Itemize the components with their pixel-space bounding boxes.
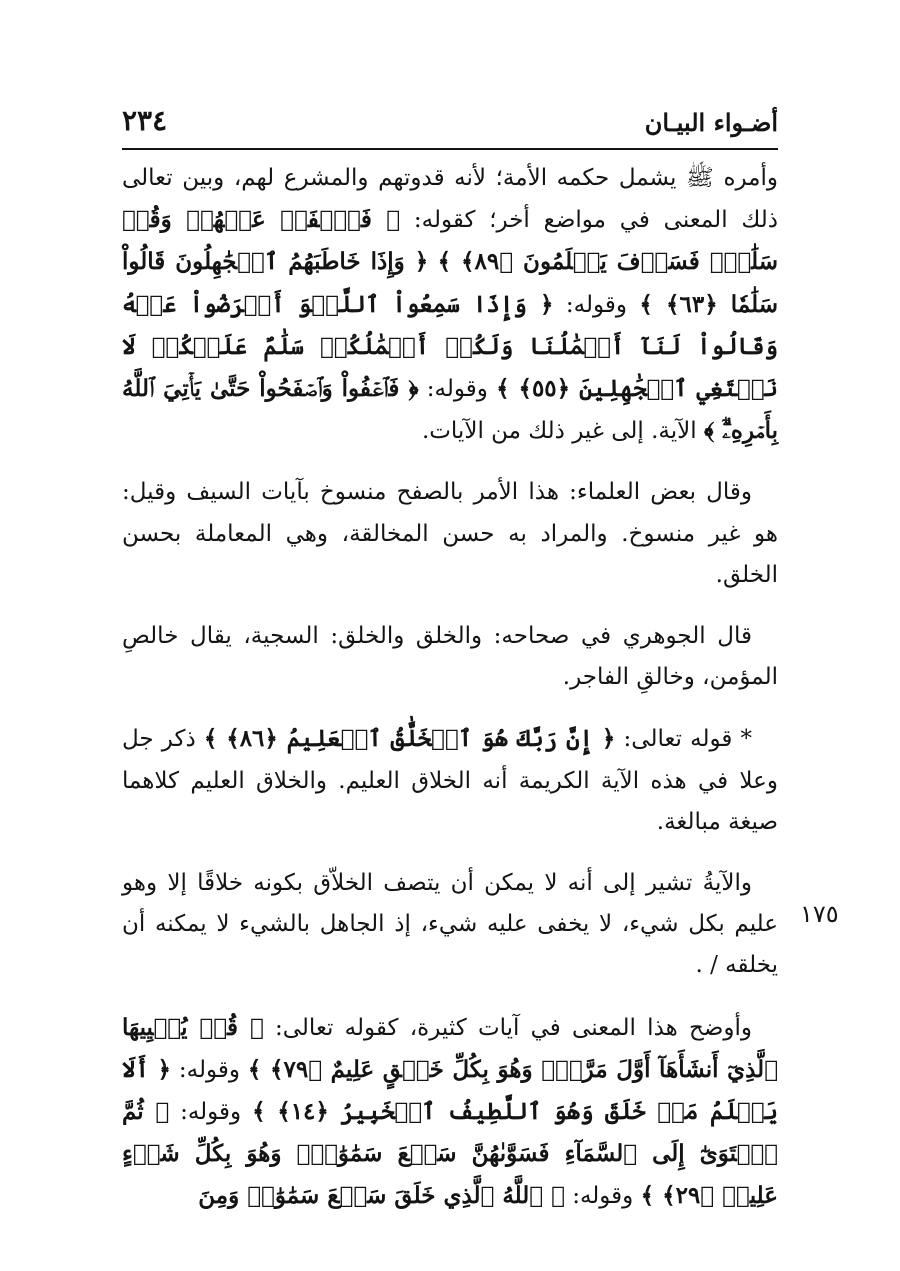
header-rule	[122, 148, 778, 150]
quran-verse: ﴿ أَلَا يَعۡلَمُ مَنۡ خَلَقَ وَهُوَ ٱللَّطِيفُ ٱلۡخَبِيرُ ﴿١٤﴾ ﴾	[122, 1055, 778, 1126]
quran-verse: ﴿ إِنَّ رَبَّكَ هُوَ ٱلۡخَلَّٰقُ ٱلۡعَلِيمُ ﴿٨٦﴾ ﴾	[203, 725, 616, 753]
paragraph-text: ذكر جل وعلا في هذه الآية الكريمة أنه الخلاق العليم. والخلاق العليم كلاهما صيغة مبالغة.	[122, 726, 778, 835]
quran-verse: ﴿ ثُمَّ ٱسۡتَوَىٰٓ إِلَى ٱلسَّمَآءِ فَسَوَّىٰهُنَّ سَبۡعَ سَمَٰوَٰتٖۚ وَهُوَ بِكُلِّ شَيۡءٍ عَلِيمٞ ﴿٢٩﴾ ﴾	[122, 1098, 778, 1210]
paragraph-text: والآيةُ تشير إلى أنه لا يمكن أن يتصف الخلاّق بكونه خلاقًا إلا وهو عليم بكل شيء، لا يخفى عليه شيء، إذ الجاهل بالشيء لا يمكنه أن يخلقه / .	[122, 870, 778, 979]
quran-verse: ﴿ قُلۡ يُحۡيِيهَا ٱلَّذِيٓ أَنشَأَهَآ أَوَّلَ مَرَّةٖۖ وَهُوَ بِكُلِّ خَلۡقٍ عَلِيمٌ ﴿٧٩﴾ ﴾	[122, 1013, 778, 1083]
margin-page-number: ١٧٥	[800, 900, 839, 928]
body-text	[122, 158, 778, 1238]
paragraph-text: وقوله:	[553, 291, 640, 318]
paragraph-text: * قوله تعالى:	[615, 726, 752, 753]
paragraph	[122, 158, 778, 452]
paragraph	[122, 472, 778, 596]
paragraph-text: وقال بعض العلماء: هذا الأمر بالصفح منسوخ بآيات السيف وقيل: هو غير منسوخ. والمراد به حسن المخالقة، وهي المعاملة بحسن الخلق.	[122, 479, 778, 588]
paragraph-text: وأمره ﷺ يشمل حكمه الأمة؛ لأنه قدوتهم والمشرع لهم، وبين تعالى ذلك المعنى في مواضع أخر؛ كقوله:	[122, 165, 778, 234]
paragraph-text: وقوله:	[564, 1183, 641, 1210]
quran-verse: ﴿ وَإِذَا خَاطَبَهُمُ ٱلۡجَٰهِلُونَ قَالُواْ سَلَٰمٗا ﴿٦٣﴾ ﴾	[122, 248, 778, 318]
paragraph-text: وقوله:	[171, 1056, 248, 1083]
paragraph	[122, 718, 778, 843]
quran-verse: ﴿ ٱللَّهُ ٱلَّذِي خَلَقَ سَبۡعَ سَمَٰوَٰتٖ وَمِنَ	[198, 1182, 565, 1210]
paragraph-text: وأوضح هذا المعنى في آيات كثيرة، كقوله تعالى:	[263, 1014, 752, 1041]
quran-verse: ﴿ فَٱصۡفَحۡ عَنۡهُمۡ وَقُلۡ سَلَٰمٞۚ فَسَوۡفَ يَعۡلَمُونَ ﴿٨٩﴾ ﴾	[122, 206, 779, 276]
paragraph	[122, 863, 778, 987]
paragraph	[122, 616, 778, 698]
paragraph-text: وقوله:	[169, 1099, 253, 1126]
page-header	[122, 100, 778, 150]
paragraph-text	[428, 249, 437, 275]
paragraph-text: الآية. إلى غير ذلك من الآيات.	[421, 418, 704, 445]
quran-verse: ﴿ وَإِذَا سَمِعُواْ ٱللَّغۡوَ أَعۡرَضُواْ عَنۡهُ وَقَالُواْ لَنَآ أَعۡمَٰلُنَا وَلَكُمۡ أَعۡمَٰلُكُمۡ سَلَٰمٌ عَلَيۡكُمۡ لَا نَبۡتَغِي ٱلۡجَٰهِلِينَ ﴿٥٥﴾ ﴾	[122, 290, 778, 403]
page-number: ٢٣٤	[122, 104, 168, 137]
paragraph	[122, 1007, 778, 1218]
paragraph-text: قال الجوهري في صحاحه: والخلق والخلق: السجية، يقال خالصِ المؤمن، وخالقِ الفاجر.	[122, 623, 778, 691]
quran-verse: ﴿ فَٱعۡفُواْ وَٱصۡفَحُواْ حَتَّىٰ يَأۡتِيَ ٱللَّهُ بِأَمۡرِهِۦٓۗ ﴾	[122, 375, 778, 445]
running-title: أضـواء البيـان	[644, 108, 778, 137]
paragraph-text: وقوله:	[418, 376, 497, 403]
